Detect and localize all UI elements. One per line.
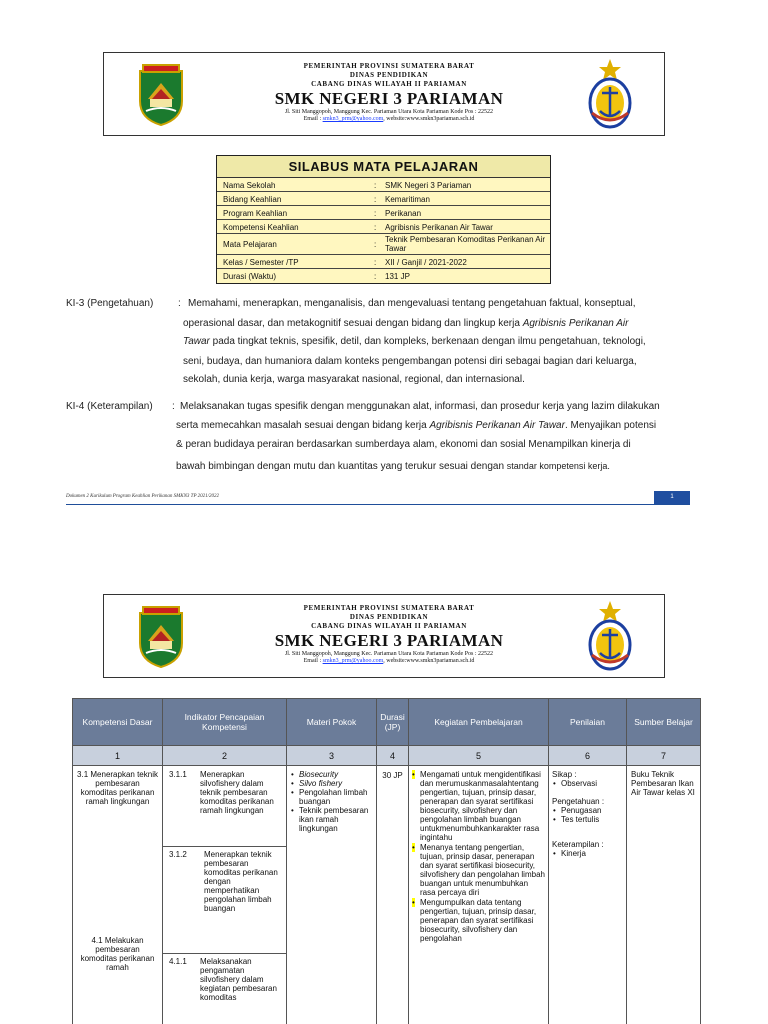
ki4-paragraph: KI-4 (Keterampilan) : Melaksanakan tugas spesifik dengan menggunakan alat, informasi, dan prosedur kerja yang lazim dilakukan serta memecahkan masalah sesuai dengan bidang kerja Agribisnis Perikanan Air Tawar. Menyajikan potensi & peran budidaya perairan berdasarkan sumberdaya alam, ekonomi dan sosial Menampilkan kinerja di bawah bimbingan dengan mutu dan kuantitas yang terukur sesuai dengan standar kompetensi kerja. [66, 401, 660, 472]
maritime-emblem-icon [584, 57, 636, 131]
silabus-row: Kompetensi Keahlian : Agribisnis Perikanan Air Tawar [217, 220, 550, 234]
contact-line: Email : smkn3_prm@yahoo.com, website:www.smkn3pariaman.sch.id [303, 658, 475, 664]
indicator-item: 3.1.2 Menerapkan teknik pembesaran komoditas perikanan dengan memperhatikan pengolahan limbah buangan [163, 847, 286, 954]
list-item: • Kinerja [552, 849, 623, 858]
email-link[interactable]: smkn3_prm@yahoo.com [322, 658, 384, 664]
letterhead [103, 52, 665, 136]
dept-line: DINAS PENDIDIKAN [349, 613, 429, 621]
province-logo-icon [136, 603, 186, 669]
email-link[interactable]: smkn3_prm@yahoo.com [322, 116, 384, 122]
list-item: • Penugasan [552, 806, 623, 815]
list-item: • Mengamati untuk mengidentifikasi dan merumuskanmasalahtentang pengertian, tujuan, prinsip dasar, penerapan dan syarat sertifikasi biosecurity, silvofishery dan pengolahan limbah buangan untukmenumbuhkankarakter rasa ingintahu [411, 770, 545, 842]
col-header: Sumber Belajar [627, 699, 701, 746]
silabus-row: Program Keahlian : Perikanan [217, 206, 550, 220]
ki3-label: KI-3 (Pengetahuan) [66, 298, 154, 309]
silabus-box [216, 155, 551, 284]
list-item: • Mengumpulkan data tentang pengertian, tujuan, prinsip dasar, penerapan dan syarat sertifikasi biosecurity, silvofishery dan pengolahan [411, 898, 545, 943]
list-item: • Menanya tentang pengertian, tujuan, prinsip dasar, penerapan dan syarat sertifikasi biosecurity, silvofishery dan pengolahan limbah buangan untuk menumbuhkan rasa percaya diri [411, 843, 545, 897]
col-header: Kompetensi Dasar [73, 699, 163, 746]
sumber-cell: Buku Teknik Pembesaran Ikan Air Tawar kelas XI [627, 766, 701, 1024]
col-header: Durasi (JP) [377, 699, 409, 746]
indicator-cell [163, 766, 287, 1024]
school-address: Jl. Siti Manggopoh, Manggung Kec. Pariaman Utara Kota Pariaman Kode Pos : 22522 [284, 651, 494, 657]
table-header-row [73, 699, 701, 746]
page-number: 1 [654, 491, 690, 504]
kd-3-1: 3.1 Menerapkan teknik pembesaran komoditas perikanan ramah lingkungan [77, 770, 158, 806]
website-text: , website:www.smkn3pariaman.sch.id [383, 658, 475, 664]
materi-cell [287, 766, 377, 1024]
letterhead-text [204, 595, 574, 665]
indicator-item: 3.1.1 Menerapkan silvofishery dalam teknik pembesaran komoditas perikanan ramah lingkungan [163, 766, 286, 847]
list-item: • Silvo fishery [290, 779, 373, 788]
silabus-row: Bidang Keahlian : Kemaritiman [217, 192, 550, 206]
col-header: Materi Pokok [287, 699, 377, 746]
school-address: Jl. Siti Manggopoh, Manggung Kec. Pariaman Utara Kota Pariaman Kode Pos : 22522 [284, 109, 494, 115]
footer-doc-title: Dokumen 2 Kurikulum Program Keahlian Perikanan SMKN3 TP 2021/2022 [66, 494, 220, 499]
branch-line: CABANG DINAS WILAYAH II PARIAMAN [311, 622, 467, 630]
kd-4-1: 4.1 Melakukan pembesaran komoditas perikanan ramah [80, 936, 155, 972]
penilaian-cell: Sikap : • Observasi Pengetahuan : • Penugasan • Tes tertulis Keterampilan : • Kinerja [549, 766, 627, 1024]
kd-cell [73, 766, 163, 1024]
list-item: • Tes tertulis [552, 815, 623, 824]
table-row [73, 766, 701, 1024]
branch-line: CABANG DINAS WILAYAH II PARIAMAN [311, 80, 467, 88]
page-2 [0, 560, 768, 1024]
indicator-item: 4.1.1 Melaksanakan pengamatan silvofishery dalam kegiatan pembesaran komoditas [169, 957, 277, 1002]
kegiatan-cell [409, 766, 549, 1024]
list-item: • Teknik pembesaran ikan ramah lingkungan [290, 806, 373, 833]
column-number-row: 1 2 3 4 5 6 7 [73, 746, 701, 766]
col-header: Kegiatan Pembelajaran [409, 699, 549, 746]
contact-line: Email : smkn3_prm@yahoo.com, website:www.smkn3pariaman.sch.id [303, 116, 475, 122]
school-name: SMK NEGERI 3 PARIAMAN [274, 631, 504, 650]
gov-line: PEMERINTAH PROVINSI SUMATERA BARAT [303, 62, 475, 70]
maritime-emblem-icon [584, 599, 636, 673]
durasi-cell: 30 JP [377, 766, 409, 1024]
silabus-row: Durasi (Waktu) : 131 JP [223, 272, 410, 281]
list-item: • Observasi [552, 779, 623, 788]
list-item: • Biosecurity [290, 770, 373, 779]
col-header: Penilaian [549, 699, 627, 746]
materi-list [290, 770, 373, 833]
list-item: • Pengolahan limbah buangan [290, 788, 373, 806]
syllabus-table [72, 698, 701, 1024]
letterhead [103, 594, 665, 678]
page-footer [66, 489, 690, 505]
school-name: SMK NEGERI 3 PARIAMAN [274, 89, 504, 108]
silabus-row: Nama Sekolah : SMK Negeri 3 Pariaman [217, 178, 550, 192]
letterhead-text [204, 53, 574, 123]
website-text: , website:www.smkn3pariaman.sch.id [383, 116, 475, 122]
silabus-row: Kelas / Semester /TP : XII / Ganjil / 2021-2022 [217, 255, 550, 269]
ki3-paragraph: KI-3 (Pengetahuan) : Memahami, menerapkan, menganalisis, dan mengevaluasi tentang pengetahuan faktual, konseptual, operasional dasar, dan metakognitif sesuai dengan bidang dan lingkup kerja Agribisnis Perikanan Air Tawar pada tingkat teknis, spesifik, detil, dan kompleks, berkenaan dengan ilmu pengetahuan, teknologi, seni, budaya, dan humaniora dalam konteks pengembangan potensi diri sebagai bagian dari keluarga, sekolah, dunia kerja, warga masyarakat nasional, regional, dan internasional. [66, 298, 646, 385]
col-header: Indikator Pencapaian Kompetensi [163, 699, 287, 746]
province-logo-icon [136, 61, 186, 127]
gov-line: PEMERINTAH PROVINSI SUMATERA BARAT [303, 604, 475, 612]
silabus-title: SILABUS MATA PELAJARAN [217, 156, 550, 178]
kegiatan-list [411, 770, 545, 943]
silabus-row: Mata Pelajaran : Teknik Pembesaran Komoditas Perikanan Air Tawar [217, 234, 550, 255]
dept-line: DINAS PENDIDIKAN [349, 71, 429, 79]
ki4-label: KI-4 (Keterampilan) [66, 401, 153, 412]
